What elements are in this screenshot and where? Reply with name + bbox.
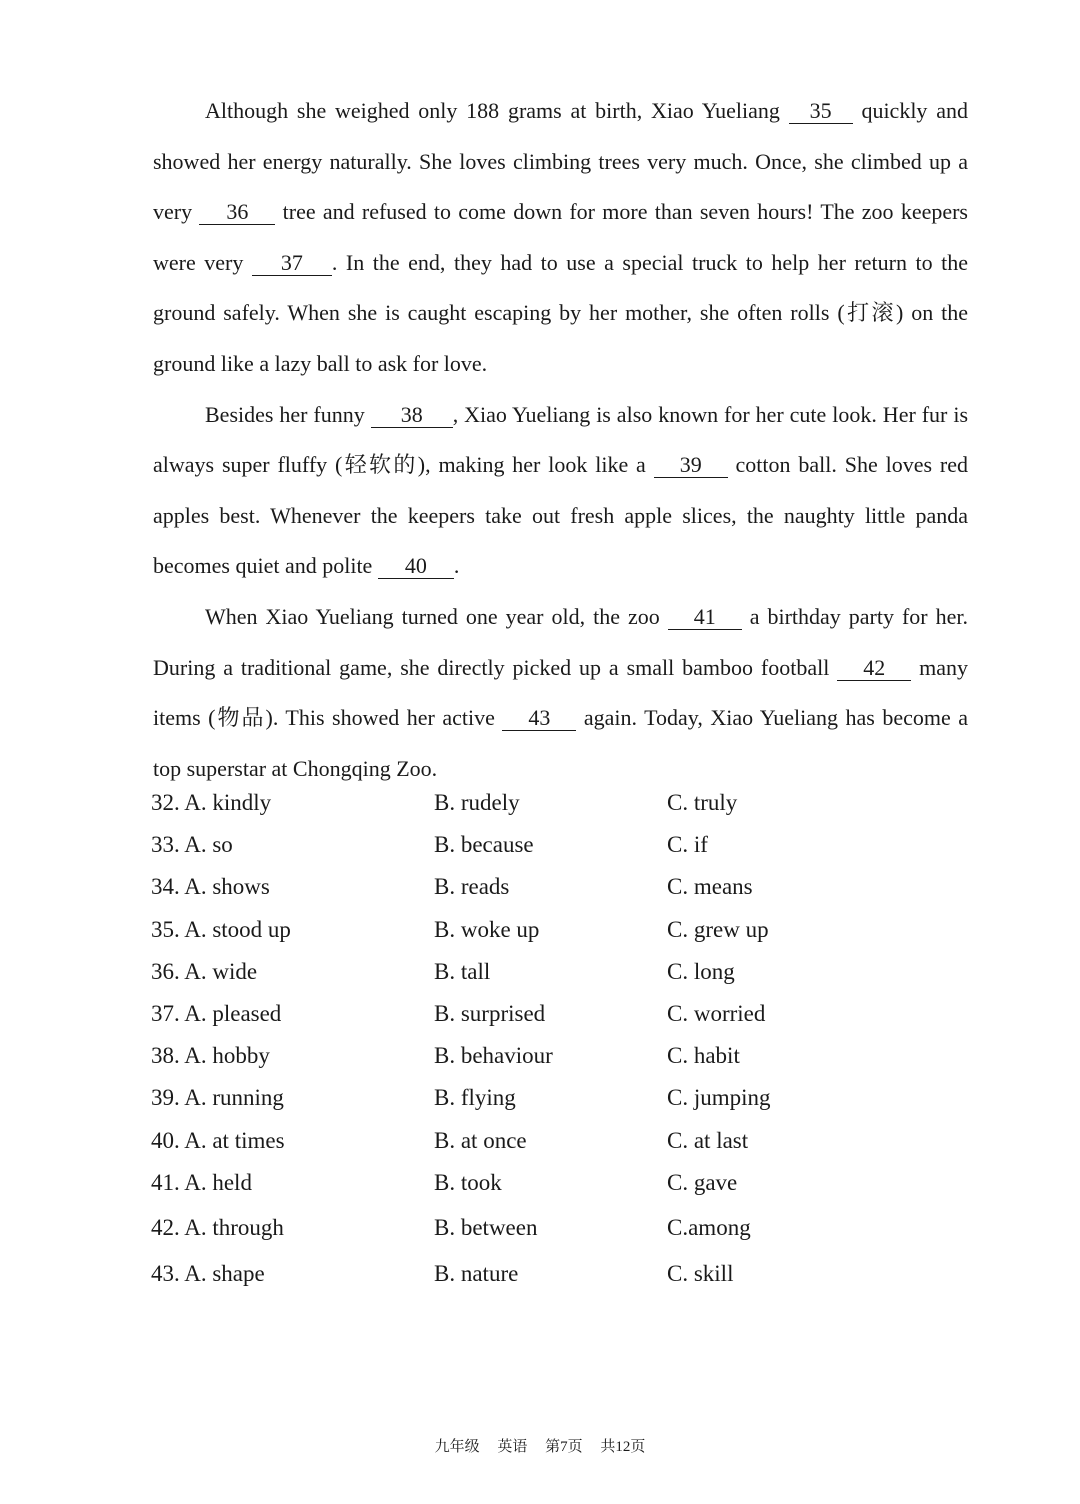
option-b: B. at once xyxy=(434,1127,527,1153)
option-a: 38. A. hobby xyxy=(151,1043,270,1069)
option-b: B. because xyxy=(434,832,534,858)
option-c: C. habit xyxy=(667,1043,740,1069)
blank-41: 41 xyxy=(668,605,742,630)
text: many items (物品). This showed her active xyxy=(153,654,968,731)
option-row xyxy=(151,917,931,959)
text: quickly and showed her energy naturally. She loves climbing trees very much. Once, she climbed up a very xyxy=(153,98,968,225)
option-a: 43. A. shape xyxy=(151,1260,265,1286)
text: When Xiao Yueliang turned one year old, the zoo xyxy=(205,603,668,629)
option-a: 41. A. held xyxy=(151,1169,252,1195)
footer-grade: 九年级 xyxy=(434,1439,480,1455)
option-b: B. surprised xyxy=(434,1000,546,1026)
page-footer xyxy=(0,1435,1080,1456)
option-row xyxy=(151,1215,931,1261)
option-a: 34. A. shows xyxy=(151,874,270,900)
option-c: C. if xyxy=(667,832,708,858)
option-b: B. nature xyxy=(434,1260,519,1286)
text: again. Today, Xiao Yueliang has become a top superstar at Chongqing Zoo. xyxy=(153,705,968,781)
option-c: C. truly xyxy=(667,790,738,815)
option-b: B. flying xyxy=(434,1085,516,1111)
text: cotton ball. She loves red apples best. Whenever the keepers take out fresh apple slices, the naughty little panda becomes quiet and polite xyxy=(153,452,968,579)
option-c: C. worried xyxy=(667,1000,766,1026)
text: Although she weighed only 188 grams at birth, Xiao Yueliang xyxy=(205,98,789,123)
option-a: 40. A. at times xyxy=(151,1127,285,1153)
option-row xyxy=(151,874,931,916)
option-a: 42. A. through xyxy=(151,1215,284,1241)
option-row xyxy=(151,1001,931,1043)
option-b: B. reads xyxy=(434,874,510,900)
option-b: B. woke up xyxy=(434,916,540,942)
option-row xyxy=(151,1170,931,1216)
option-a: 32. A. kindly xyxy=(151,790,272,815)
option-row xyxy=(151,832,931,874)
option-row xyxy=(151,790,931,832)
option-c: C. means xyxy=(667,874,753,900)
option-c: C. grew up xyxy=(667,916,769,942)
option-row xyxy=(151,1261,931,1303)
blank-36: 36 xyxy=(199,200,275,225)
option-c: C. at last xyxy=(667,1127,749,1153)
footer-subject: 英语 xyxy=(497,1439,528,1455)
option-c: C. gave xyxy=(667,1169,738,1195)
paragraph-1 xyxy=(153,86,968,390)
option-a: 39. A. running xyxy=(151,1085,284,1111)
blank-37: 37 xyxy=(252,251,332,276)
text: , Xiao Yueliang is also known for her cute look. Her fur is always super fluffy (轻软的), making her look like a xyxy=(153,401,969,478)
blank-40: 40 xyxy=(378,554,454,579)
option-a: 37. A. pleased xyxy=(151,1000,282,1026)
answer-options xyxy=(151,790,931,1303)
option-row xyxy=(151,1128,931,1170)
option-a: 33. A. so xyxy=(151,832,233,858)
blank-39: 39 xyxy=(654,453,728,478)
paragraph-2 xyxy=(153,390,968,592)
text: a birthday party for her. During a traditional game, she directly picked up a small bamboo football xyxy=(153,603,969,680)
option-b: B. between xyxy=(434,1215,538,1241)
blank-42: 42 xyxy=(837,656,911,681)
paragraph-3 xyxy=(153,592,968,794)
option-row xyxy=(151,959,931,1001)
option-b: B. behaviour xyxy=(434,1043,553,1069)
option-c: C.among xyxy=(667,1215,751,1241)
text: . In the end, they had to use a special truck to help her return to the ground safely. When she is caught escaping by her mother, she often rolls (打滚) on the ground like a lazy ball to ask for love. xyxy=(153,249,968,376)
blank-35: 35 xyxy=(789,99,853,124)
text: tree and refused to come down for more than seven hours! The zoo keepers were very xyxy=(153,199,968,275)
option-b: B. took xyxy=(434,1169,502,1195)
option-b: B. tall xyxy=(434,958,491,984)
footer-page-total: 共12页 xyxy=(600,1439,646,1455)
blank-38: 38 xyxy=(371,403,453,428)
option-b: B. rudely xyxy=(434,790,520,815)
option-a: 36. A. wide xyxy=(151,958,258,984)
passage xyxy=(153,86,968,794)
option-row xyxy=(151,1043,931,1085)
option-row xyxy=(151,1085,931,1127)
option-c: C. long xyxy=(667,958,735,984)
text: . xyxy=(453,553,460,579)
option-c: C. skill xyxy=(667,1260,734,1286)
option-a: 35. A. stood up xyxy=(151,916,291,942)
footer-page-number: 第7页 xyxy=(545,1439,583,1455)
option-c: C. jumping xyxy=(667,1085,771,1111)
text: Besides her funny xyxy=(205,401,371,427)
blank-43: 43 xyxy=(502,706,576,731)
